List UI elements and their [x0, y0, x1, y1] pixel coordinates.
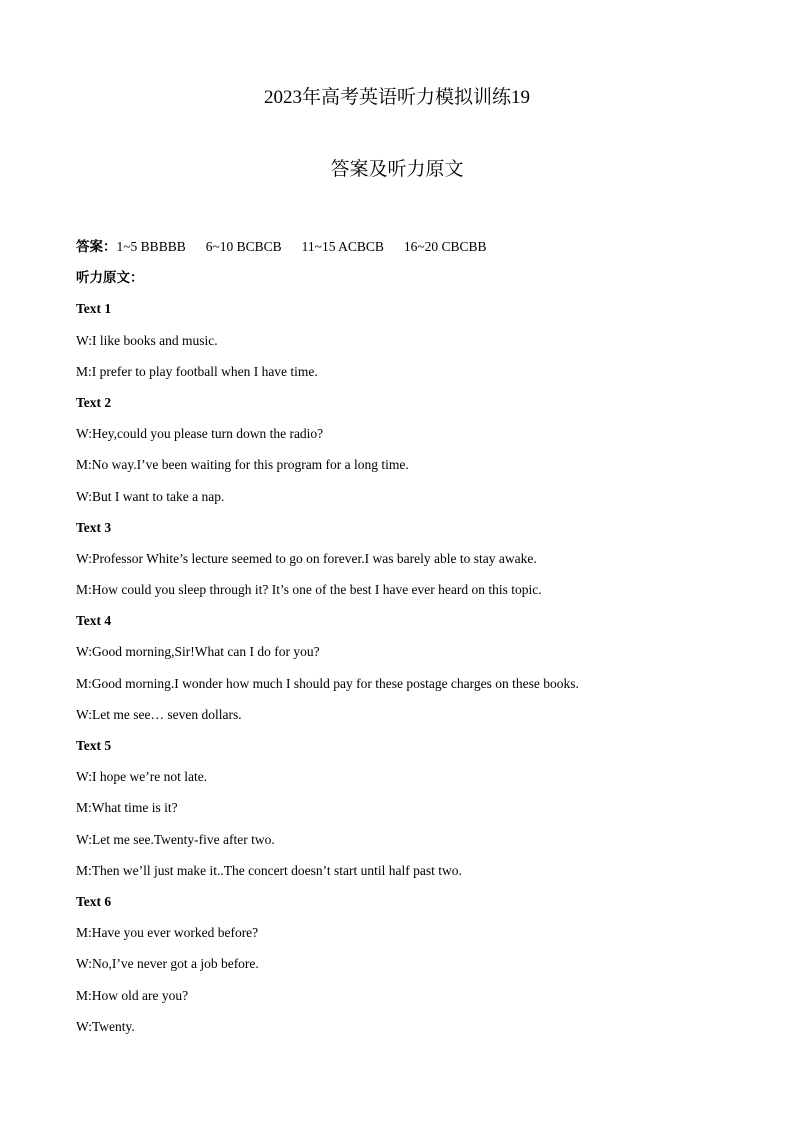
answer-key: [76, 236, 756, 267]
dialogue-line: M:Have you ever worked before?: [76, 925, 259, 941]
dialogue-line: M:Then we’ll just make it..The concert doesn’t start until half past two.: [76, 862, 462, 878]
document-body: [76, 236, 756, 1047]
dialogue-line: W:But I want to take a nap.: [76, 488, 225, 504]
answer-group: 11~15 ACBCB: [301, 239, 384, 254]
section-heading: Text 1: [76, 301, 112, 317]
dialogue-line: M:No way.I’ve been waiting for this program for a long time.: [76, 457, 409, 473]
dialogue-line: W:Let me see… seven dollars.: [76, 706, 242, 722]
dialogue-line: M:What time is it?: [76, 800, 178, 816]
dialogue-line: M:How old are you?: [76, 987, 189, 1003]
answer-group: 16~20 CBCBB: [403, 239, 487, 254]
dialogue-line: W:Twenty.: [76, 1018, 135, 1034]
transcript-heading: 听力原文：: [76, 270, 144, 286]
document-title: 2023年高考英语听力模拟训练19: [263, 87, 530, 108]
section-heading: Text 3: [76, 519, 112, 535]
section-heading: Text 5: [76, 738, 112, 753]
dialogue-line: W:Hey,could you please turn down the radio?: [76, 426, 324, 442]
section-heading: Text 6: [76, 893, 112, 909]
dialogue-line: W:Professor White’s lecture seemed to go on forever.I was barely able to stay awake.: [76, 550, 537, 566]
dialogue-line: M:How could you sleep through it? It’s one of the best I have ever heard on this topic.: [76, 582, 542, 598]
dialogue-line: W:No,I’ve never got a job before.: [76, 956, 259, 972]
answer-label: 答案：: [76, 239, 117, 254]
section-heading: Text 2: [76, 394, 112, 410]
answer-group: 6~10 BCBCB: [205, 239, 282, 254]
dialogue-line: W:Good morning,Sir!What can I do for you?: [76, 644, 320, 660]
dialogue-line: W:I hope we’re not late.: [76, 769, 208, 785]
dialogue-line: W:Let me see.Twenty-five after two.: [76, 831, 275, 847]
answer-group: 1~5 BBBBB: [116, 239, 186, 254]
transcript: [76, 298, 756, 1047]
dialogue-line: M:Good morning.I wonder how much I should pay for these postage charges on these books.: [76, 675, 579, 691]
dialogue-line: M:I prefer to play football when I have time.: [76, 363, 318, 379]
dialogue-line: W:I like books and music.: [76, 332, 218, 348]
section-heading: Text 4: [76, 613, 112, 629]
document-subtitle: 答案及听力原文: [330, 159, 464, 180]
